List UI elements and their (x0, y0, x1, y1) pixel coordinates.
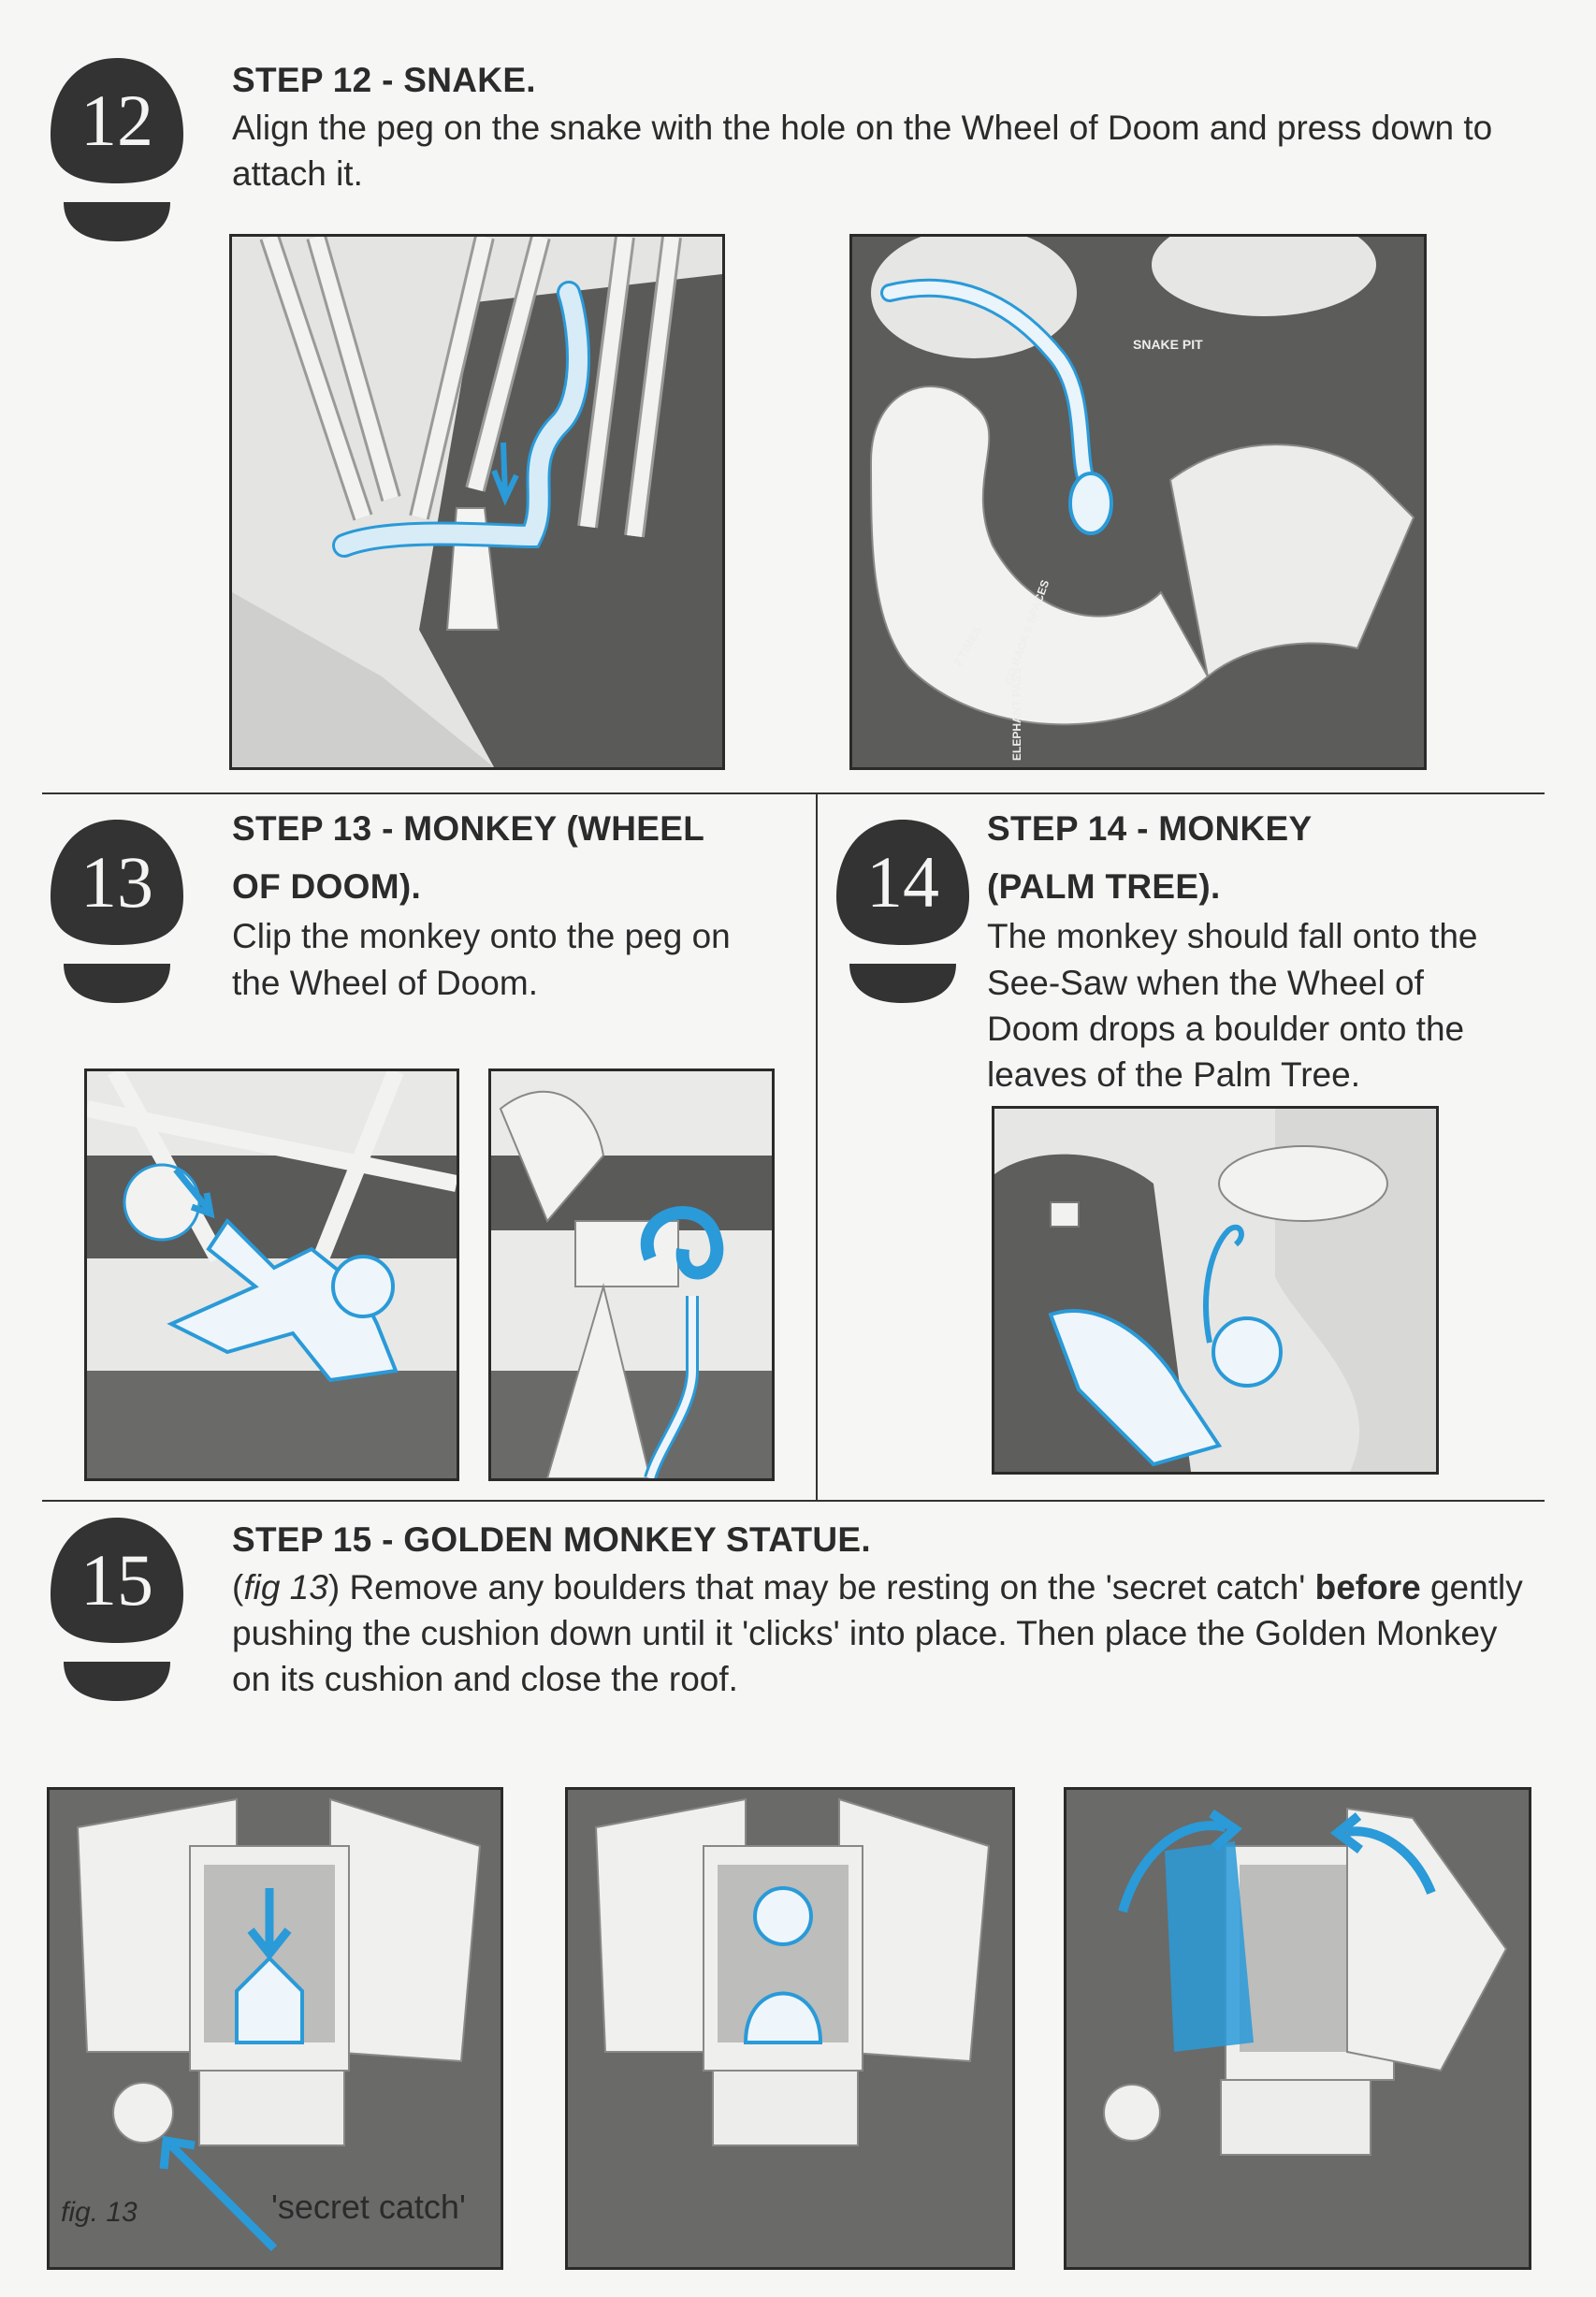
step-13-badge (47, 816, 187, 1003)
step-13-title-line1: STEP 13 - MONKEY (WHEEL (232, 809, 705, 848)
closing-roof-illustration (1066, 1790, 1529, 2267)
step-15-text: (fig 13) Remove any boulders that may be resting on the 'secret catch' before gently pushing the cushion down until it 'clicks' into place. Then place the Golden Monkey on its cushion and close the roof. (232, 1568, 1523, 1698)
text-part1: ) Remove any boulders that may be resting on the 'secret catch' (327, 1568, 1306, 1606)
step-15-image-3 (1064, 1787, 1531, 2270)
step-13-text-line1: Clip the monkey onto the peg on (232, 917, 731, 955)
step-15-image-2 (565, 1787, 1015, 2270)
column-divider (816, 793, 818, 1500)
monkey-palm-tree-illustration (994, 1109, 1436, 1472)
fig-caption: fig. 13 (61, 2197, 138, 2228)
step-14-title-line1: STEP 14 - MONKEY (987, 809, 1313, 848)
fig-reference: fig 13 (243, 1568, 328, 1606)
step-number: 12 (80, 80, 153, 161)
step-number: 15 (80, 1539, 153, 1621)
step-14-text-line1: The monkey should fall onto the (987, 917, 1478, 955)
step-15-title: STEP 15 - GOLDEN MONKEY STATUE. (232, 1520, 871, 1559)
step-number: 13 (80, 841, 153, 923)
step-14-text-line4: leaves of the Palm Tree. (987, 1055, 1360, 1094)
step-12-image-right (849, 234, 1427, 770)
section-divider (42, 1500, 1545, 1502)
step-number: 14 (866, 841, 939, 923)
step-14-title-line2: (PALM TREE). (987, 867, 1221, 906)
step-13-title-line2: OF DOOM). (232, 867, 422, 906)
step-12-text: Align the peg on the snake with the hole on the Wheel of Doom and press down to attach it. (232, 109, 1493, 193)
snake-pit-illustration (852, 237, 1424, 767)
step-12-title: STEP 12 - SNAKE. (232, 61, 536, 99)
text-bold: before (1314, 1568, 1421, 1606)
step-13-text-line2: the Wheel of Doom. (232, 964, 538, 1002)
step-14-text-line3: Doom drops a boulder onto the (987, 1010, 1465, 1048)
section-divider (42, 792, 1545, 794)
monkey-peg-illustration (491, 1071, 772, 1478)
step-12-image-left (229, 234, 725, 770)
monkey-wheel-illustration (87, 1071, 457, 1478)
wheel-of-doom-illustration (232, 237, 722, 767)
step-15-badge (47, 1514, 187, 1701)
text-part2: gently pushing the cushion down until it 'clicks' into place. Then place the Golden Monkey on its cushion and close the roof. (232, 1568, 1523, 1698)
step-14-badge (833, 816, 973, 1003)
step-14-text-line2: See-Saw when the Wheel of (987, 964, 1424, 1002)
step-13-image-right (488, 1069, 775, 1481)
snake-pit-label: SNAKE PIT (1133, 337, 1203, 352)
step-12-badge (47, 54, 187, 241)
golden-monkey-illustration (568, 1790, 1012, 2267)
go-back-label: GO BACK 5 SPACES (1001, 577, 1052, 688)
elephant-pass-label: ELEPHANT PASS (1010, 667, 1023, 761)
step-14-image (992, 1106, 1439, 1475)
secret-catch-caption: 'secret catch' (271, 2188, 466, 2226)
step-13-image-left (84, 1069, 459, 1481)
times-label: 2 TIMES (950, 624, 984, 669)
